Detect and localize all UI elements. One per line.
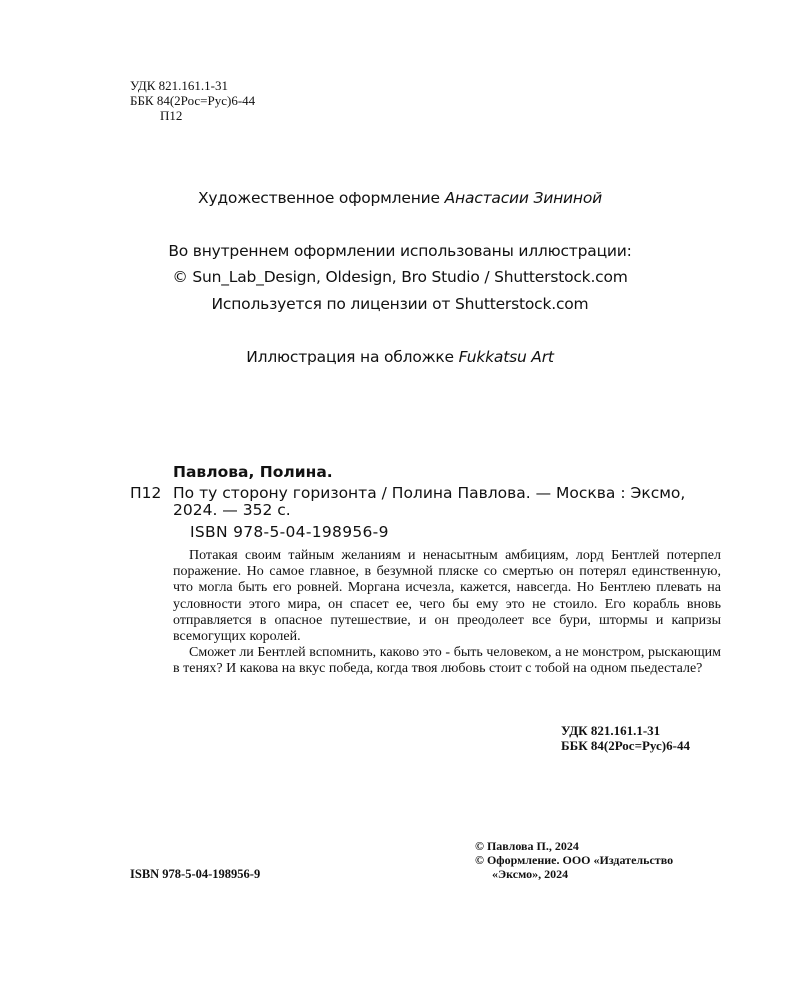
design-credit — [0, 189, 800, 207]
interior-credit-line3: Используется по лицензии от Shutterstock.com — [211, 295, 589, 313]
bottom-bbk-code: ББК 84(2Рос=Рус)6-44 — [561, 738, 690, 753]
bottom-udk-code: УДК 821.161.1-31 — [561, 723, 661, 738]
design-credit-prefix: Художественное оформление — [198, 189, 440, 207]
copyright-line2: © Оформление. ООО «Издательство — [475, 853, 674, 867]
record-title-line1: По ту сторону горизонта / Полина Павлова. — Москва : Эксмо, — [173, 484, 686, 502]
top-classification — [130, 78, 255, 123]
record-code: П12 — [130, 484, 162, 502]
bottom-isbn: ISBN 978-5-04-198956-9 — [130, 867, 261, 881]
cover-credit — [0, 348, 800, 366]
record-title-line2: 2024. — 352 с. — [173, 501, 291, 519]
interior-credit-line2: © Sun_Lab_Design, Oldesign, Bro Studio / Shutterstock.com — [172, 268, 628, 286]
udk-code: УДК 821.161.1-31 — [130, 78, 229, 93]
interior-credit-line1: Во внутреннем оформлении использованы иллюстрации: — [168, 242, 632, 260]
bottom-classification — [561, 723, 690, 753]
copyright-line1: © Павлова П., 2024 — [475, 839, 579, 853]
copyright-block — [475, 839, 673, 881]
annotation — [173, 548, 721, 678]
annotation-paragraph-1: Потакая своим тайным желаниям и ненасытным амбициям, лорд Бентлей потерпел поражение. Но самое главное, в безумной пляске со смертью он потерял единственную, что могла быть его ровней. Моргана исчезла, кажется, навсегда. Но Бентлею плевать на условности этого мира, он спасет ее, чего бы ему это не стоило. Его корабль вновь отправляется в опасное путешествие, и он преодолеет все бури, штормы и капризы всемогущих королей. — [173, 548, 721, 645]
design-credit-name: Анастасии Зининой — [444, 189, 602, 207]
author-mark: П12 — [160, 108, 183, 123]
record-author: Павлова, Полина. — [173, 463, 333, 481]
cover-credit-name: Fukkatsu Art — [458, 348, 554, 366]
cover-credit-prefix: Иллюстрация на обложке — [246, 348, 454, 366]
record-title — [173, 485, 733, 519]
record-isbn: ISBN 978-5-04-198956-9 — [190, 523, 389, 541]
copyright-line3: «Эксмо», 2024 — [492, 867, 569, 881]
annotation-paragraph-2: Сможет ли Бентлей вспомнить, каково это - быть человеком, а не монстром, рыскающим в тенях? И какова на вкус победа, когда твоя любовь стоит с тобой на одном пьедестале? — [173, 645, 721, 677]
bbk-code: ББК 84(2Рос=Рус)6-44 — [130, 93, 256, 108]
